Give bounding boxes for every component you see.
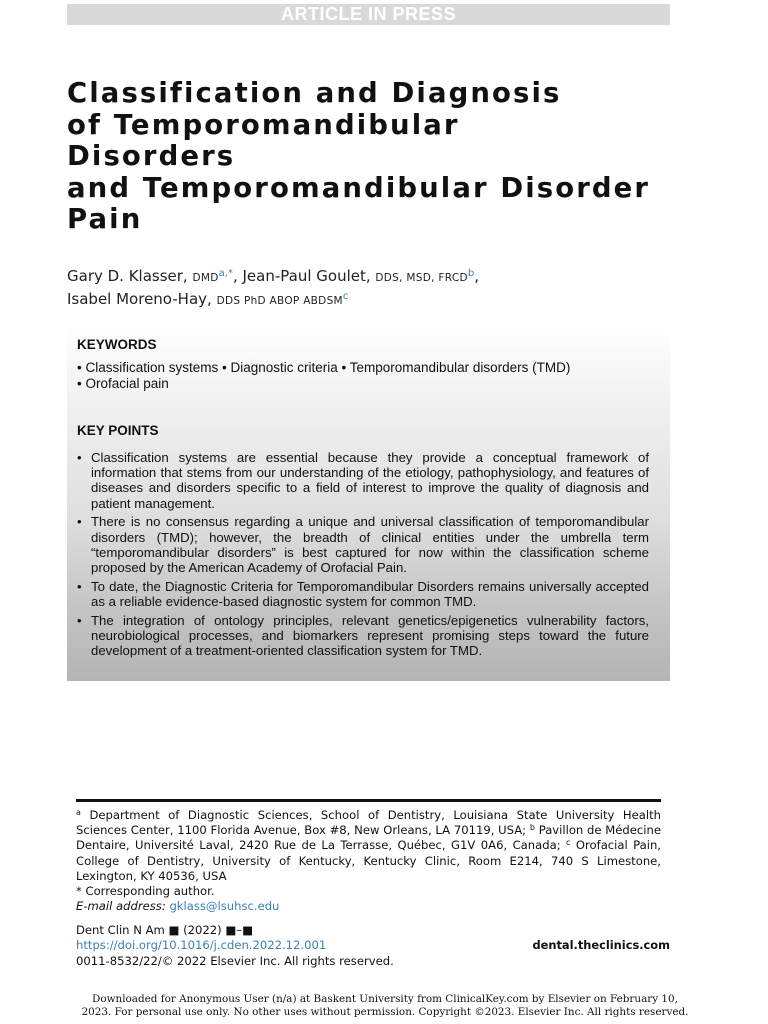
author-separator: , (232, 267, 238, 285)
keywords-keypoints-box (67, 325, 670, 681)
article-in-press-banner: ARTICLE IN PRESS (67, 4, 670, 25)
affiliations-paragraph (76, 808, 661, 884)
footnote-marker: a (76, 808, 81, 817)
author-degrees: DDS, MSD, FRCD (375, 272, 468, 284)
download-notice-line: Downloaded for Anonymous User (n/a) at Baskent University from ClinicalKey.com by Elsevier on February 10, (92, 993, 678, 1005)
corresponding-author-note: * Corresponding author. (76, 884, 215, 899)
author-name: Jean-Paul Goulet, (242, 267, 371, 285)
key-points-heading: KEY POINTS (77, 423, 159, 438)
keywords-line: • Orofacial pain (77, 376, 169, 391)
key-point-item: • To date, the Diagnostic Criteria for Temporomandibular Disorders remains universally accepted as a reliable evidence-based diagnostic system for common TMD. (77, 579, 649, 609)
title-line: Disorders (67, 140, 236, 172)
journal-site-link[interactable]: dental.theclinics.com (532, 938, 670, 952)
title-line: Classification and Diagnosis (67, 77, 562, 109)
footnote-marker: b (529, 823, 535, 833)
download-notice (40, 993, 730, 1018)
key-point-item: • There is no consensus regarding a unique and universal classification of temporomandibular disorders (TMD); however, the breadth of clinical entities under the umbrella term “temporomandibular disorders” is best captured for now within the classification scheme proposed by the American Academy of Orofacial Pain. (77, 514, 649, 575)
author-degrees: DDS PhD ABOP ABDSM (216, 295, 343, 307)
keywords-heading: KEYWORDS (77, 337, 157, 352)
affiliation-marker[interactable]: b (467, 268, 475, 279)
email-line (76, 899, 661, 914)
download-notice-line: 2023. For personal use only. No other uses without permission. Copyright ©2023. Elsevier Inc. All rights reserved. (81, 1005, 689, 1018)
affiliation-c: Orofacial Pain, College of Dentistry, University of Kentucky, Kentucky Clinic, Room E214, 740 S Limestone, Lexington, KY 40536, USA (76, 838, 661, 883)
affiliation-marker[interactable]: c (342, 291, 349, 302)
key-point-item: • The integration of ontology principles, relevant genetics/epigenetics vulnerability factors, neurobiological processes, and biomarkers represent promising steps toward the future development of a treatment-oriented classification system for TMD. (77, 613, 649, 659)
keywords-line: • Classification systems • Diagnostic criteria • Temporomandibular disorders (TMD) (77, 360, 571, 375)
author-list (67, 266, 687, 312)
affiliation-b: Pavillon de Médecine Dentaire, Université Laval, 2420 Rue de La Terrasse, Québec, G1V 0A6, Canada; (76, 823, 662, 853)
email-link[interactable]: gklass@lsuhsc.edu (169, 899, 280, 914)
footnote-marker: c (566, 838, 571, 848)
author-separator: , (474, 267, 479, 285)
affiliation-marker[interactable]: a,* (218, 268, 233, 279)
footnote-divider (76, 799, 661, 802)
doi-link[interactable]: https://doi.org/10.1016/j.cden.2022.12.001 (76, 938, 327, 953)
author-degrees: DMD (192, 272, 219, 284)
author-name: Gary D. Klasser, (67, 267, 188, 285)
title-line: and Temporomandibular Disorder (67, 171, 651, 204)
affiliation-footnotes (76, 808, 661, 914)
copyright-line: 0011-8532/22/© 2022 Elsevier Inc. All rights reserved. (76, 953, 394, 968)
author-line (67, 289, 687, 312)
key-points-list (77, 450, 649, 662)
key-point-item: • Classification systems are essential because they provide a conceptual framework of information that stems from our understanding of the etiology, pathophysiology, and features of diseases and disorders specific to a field of interest to improve the quality of diagnosis and patient management. (77, 450, 649, 511)
title-line: Pain (67, 203, 143, 235)
keywords-list (77, 360, 662, 392)
journal-citation: Dent Clin N Am ■ (2022) ■–■ (76, 923, 254, 937)
author-line (67, 266, 687, 289)
title-line: of Temporomandibular (67, 108, 460, 141)
article-title (67, 78, 687, 236)
affiliation-a: Department of Diagnostic Sciences, School of Dentistry, Louisiana State University Health Sciences Center, 1100 Florida Avenue, Box #8, New Orleans, LA 70119, USA; (76, 808, 661, 838)
author-name: Isabel Moreno-Hay, (67, 290, 212, 308)
email-label: E-mail address: (76, 899, 166, 914)
